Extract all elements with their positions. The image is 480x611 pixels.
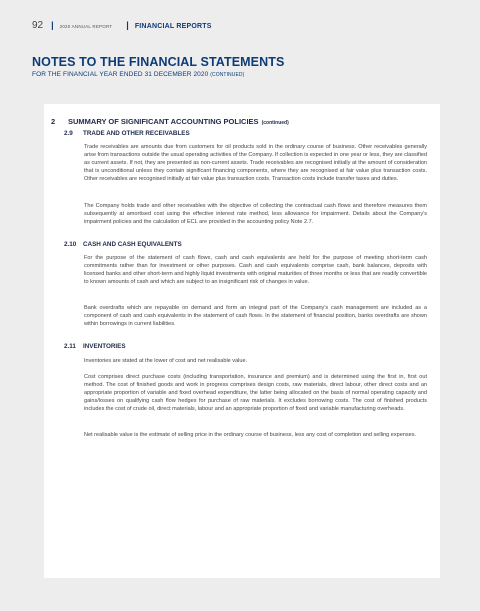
subtitle-text: FOR THE FINANCIAL YEAR ENDED 31 DECEMBER 2020 — [32, 71, 209, 78]
paragraph: For the purpose of the statement of cash flows, cash and cash equivalents are held for the purpose of meeting short-term cash commitments rather than for investment or other purposes. Cash and cash equivalents comprise cash, bank balances, deposits with licensed banks and other short-term and highly liquid investments with original maturities of three months or less that are readily convertible to known amounts of cash and which are subject to an insignificant risk of changes in value. — [84, 255, 427, 286]
subsection-number: 2.10 — [64, 241, 77, 248]
page-subtitle — [32, 71, 244, 78]
subsection-number: 2.11 — [64, 343, 76, 350]
paragraph: Trade receivables are amounts due from customers for oil products sold in the ordinary course of business. Other receivables generally arise from transactions outside the usual operating activities of the Company. If collection is expected in one year or less, they are classified as current assets. If not, they are presented as non-current assets. Trade receivables are recognised initially at the amount of consideration that is unconditional unless they contain significant financing components, where they are recognised at fair value plus transaction costs. Other receivables are recognised initially at fair value plus transaction costs. Transaction costs include transfer taxes and duties. — [84, 144, 427, 183]
subsection-title: TRADE AND OTHER RECEIVABLES — [83, 130, 190, 137]
header-separator-2: | — [126, 20, 129, 30]
subsection-title: CASH AND CASH EQUIVALENTS — [83, 241, 182, 248]
subsection-title: INVENTORIES — [83, 343, 126, 350]
subsection-heading — [64, 343, 126, 350]
paragraph: Inventories are stated at the lower of cost and net realisable value. — [84, 358, 248, 364]
report-name: 2020 ANNUAL REPORT — [59, 24, 113, 29]
page-title: NOTES TO THE FINANCIAL STATEMENTS — [32, 55, 285, 69]
header-separator: | — [51, 20, 54, 30]
paragraph: Bank overdrafts which are repayable on demand and form an integral part of the Company's cash management are included as a component of cash and cash equivalents in the statement of cash flows. In the statement of financial position, banks overdrafts are shown within borrowings in current liabilities. — [84, 305, 427, 328]
subsection-heading — [64, 241, 182, 248]
subtitle-continued: (CONTINUED) — [210, 72, 245, 78]
section-name: FINANCIAL REPORTS — [134, 23, 212, 30]
paragraph: Cost comprises direct purchase costs (including transportation, insurance and premium) and is determined using the first in, first out method. The cost of finished goods and work in progress comprises design costs, raw materials, direct labour, other direct costs and an appropriate proportion of variable and fixed overhead expenditure, the latter being allocated on the basis of normal operating capacity and gains/losses on qualifying cash flow hedges for purchase of raw materials. It excludes borrowing costs. The cost of finished products includes the cost of crude oil, direct materials, labour and an appropriate proportion of fixed and variable manufacturing overheads. — [84, 374, 427, 413]
paragraph: The Company holds trade and other receivables with the objective of collecting the contractual cash flows and therefore measures them subsequently at amortised cost using the effective interest rate method, less allowance for impairment. Details about the Company's impairment policies and the calculation of ECL are provided in the accounting policy Note 2.7. — [84, 203, 427, 226]
subsection-heading — [64, 130, 190, 137]
paragraph: Net realisable value is the estimate of selling price in the ordinary course of business, less any cost of completion and selling expenses. — [84, 432, 417, 438]
section-number: 2 — [51, 117, 56, 126]
section-title: SUMMARY OF SIGNIFICANT ACCOUNTING POLICIES — [68, 117, 259, 126]
section-heading — [51, 117, 289, 126]
subsection-number: 2.9 — [64, 130, 73, 137]
page-header — [32, 20, 212, 31]
page-number: 92 — [32, 20, 44, 31]
section-continued: (continued) — [261, 120, 289, 126]
